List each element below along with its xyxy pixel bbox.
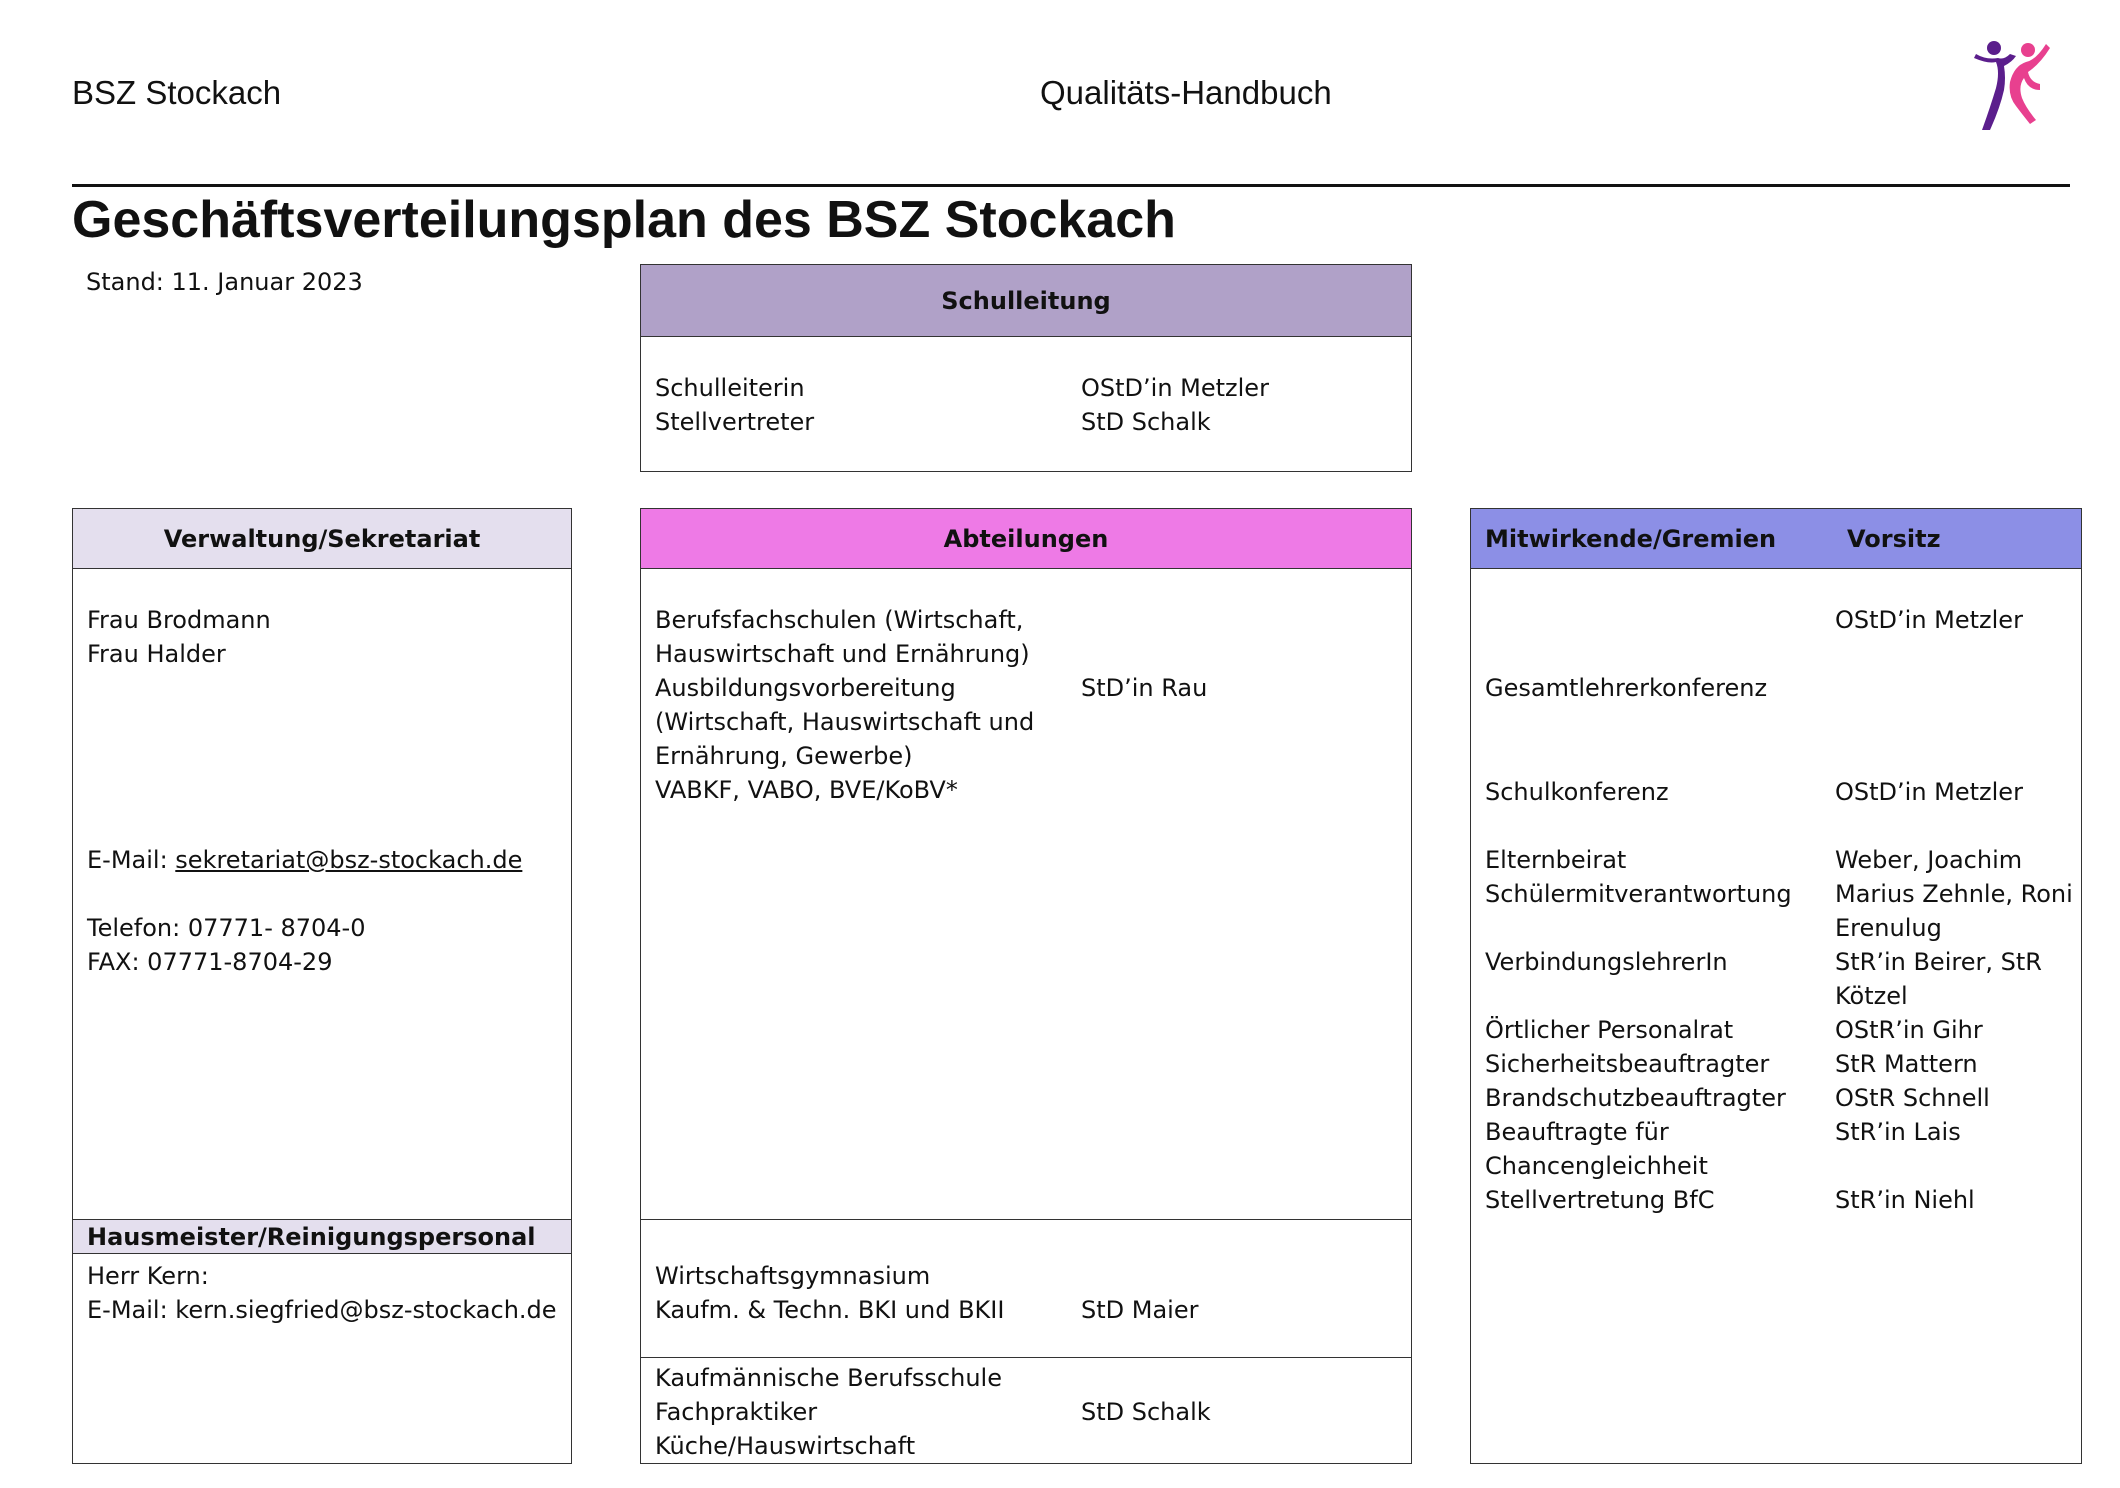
committee-chair: OStR Schnell xyxy=(1835,1084,1990,1112)
committee-name: Chancengleichheit xyxy=(1485,1152,1708,1180)
committee-chair: Erenulug xyxy=(1835,914,1942,942)
vorsitz-heading: Vorsitz xyxy=(1847,524,1941,553)
committee-name: Elternbeirat xyxy=(1485,846,1627,874)
department-line: VABKF, VABO, BVE/KoBV* xyxy=(655,776,958,804)
committee-chair: Marius Zehnle, Roni xyxy=(1835,880,2073,908)
schulleitung-heading: Schulleitung xyxy=(641,265,1411,337)
committee-name: Stellvertretung BfC xyxy=(1485,1186,1715,1214)
committee-name: Schülermitverantwortung xyxy=(1485,880,1792,908)
committee-chair: StR’in Lais xyxy=(1835,1118,1961,1146)
gremien-heading: Mitwirkende/Gremien xyxy=(1485,524,1777,553)
committee-name: Beauftragte für xyxy=(1485,1118,1669,1146)
dancing-figures-logo-icon xyxy=(1970,38,2050,134)
fax-number: FAX: 07771-8704-29 xyxy=(87,948,333,976)
staff-name: Frau Halder xyxy=(87,640,226,668)
committee-chair: StR’in Beirer, StR xyxy=(1835,948,2042,976)
header-rule xyxy=(72,184,2070,187)
sekretariat-email xyxy=(87,843,522,877)
committee-name: Brandschutzbeauftragter xyxy=(1485,1084,1786,1112)
department-line: Kaufm. & Techn. BKI und BKII xyxy=(655,1296,1005,1324)
phone-number: Telefon: 07771- 8704-0 xyxy=(87,914,366,942)
committee-chair: OStD’in Metzler xyxy=(1835,606,2023,634)
department-line: Küche/Hauswirtschaft xyxy=(655,1432,916,1460)
hausmeister-email: E-Mail: kern.siegfried@bsz-stockach.de xyxy=(87,1296,557,1324)
department-line: Kaufmännische Berufsschule xyxy=(655,1364,1002,1392)
verwaltung-heading: Verwaltung/Sekretariat xyxy=(73,509,571,569)
committee-name: Schulkonferenz xyxy=(1485,778,1669,806)
department-line: Wirtschaftsgymnasium xyxy=(655,1262,931,1290)
handbook-title: Qualitäts-Handbuch xyxy=(1040,74,1332,111)
abteilungen-box xyxy=(640,508,1412,1464)
staff-name: Frau Brodmann xyxy=(87,606,271,634)
gremien-box xyxy=(1470,508,2082,1464)
divider xyxy=(641,1219,1411,1220)
department-line: Berufsfachschulen (Wirtschaft, xyxy=(655,606,1024,634)
hausmeister-heading: Hausmeister/Reinigungspersonal xyxy=(87,1223,536,1251)
school-name: BSZ Stockach xyxy=(72,74,282,111)
committee-chair: Weber, Joachim xyxy=(1835,846,2023,874)
committee-chair: OStD’in Metzler xyxy=(1835,778,2023,806)
department-line: Ausbildungsvorbereitung xyxy=(655,674,956,702)
committee-chair: StR Mattern xyxy=(1835,1050,1978,1078)
department-line: (Wirtschaft, Hauswirtschaft und xyxy=(655,708,1035,736)
stand-date: Stand: 11. Januar 2023 xyxy=(86,268,363,296)
committee-chair: StR’in Niehl xyxy=(1835,1186,1975,1214)
schulleitung-role-1: Schulleiterin xyxy=(655,374,805,402)
department-lead: StD’in Rau xyxy=(1081,674,1208,702)
committee-name: VerbindungslehrerIn xyxy=(1485,948,1728,976)
hausmeister-name: Herr Kern: xyxy=(87,1262,209,1290)
page-title: Geschäftsverteilungsplan des BSZ Stockach xyxy=(72,191,1176,249)
schulleitung-person-1: OStD’in Metzler xyxy=(1081,374,1269,402)
schulleitung-role-2: Stellvertreter xyxy=(655,408,815,436)
gremien-heading-bar xyxy=(1471,509,2081,569)
department-lead: StD Schalk xyxy=(1081,1398,1211,1426)
verwaltung-box xyxy=(72,508,572,1464)
department-line: Fachpraktiker xyxy=(655,1398,818,1426)
abteilungen-heading: Abteilungen xyxy=(641,509,1411,569)
sekretariat-email-link[interactable]: sekretariat@bsz-stockach.de xyxy=(175,846,523,874)
committee-chair: OStR’in Gihr xyxy=(1835,1016,1983,1044)
hausmeister-heading-bar xyxy=(73,1220,571,1254)
committee-name: Gesamtlehrerkonferenz xyxy=(1485,674,1768,702)
divider xyxy=(641,1357,1411,1358)
department-line: Ernährung, Gewerbe) xyxy=(655,742,913,770)
schulleitung-box xyxy=(640,264,1412,472)
schulleitung-person-2: StD Schalk xyxy=(1081,408,1211,436)
department-lead: StD Maier xyxy=(1081,1296,1199,1324)
committee-name: Örtlicher Personalrat xyxy=(1485,1016,1734,1044)
committee-chair: Kötzel xyxy=(1835,982,1908,1010)
committee-name: Sicherheitsbeauftragter xyxy=(1485,1050,1770,1078)
department-line: Hauswirtschaft und Ernährung) xyxy=(655,640,1030,668)
email-label: E-Mail: xyxy=(87,846,176,874)
